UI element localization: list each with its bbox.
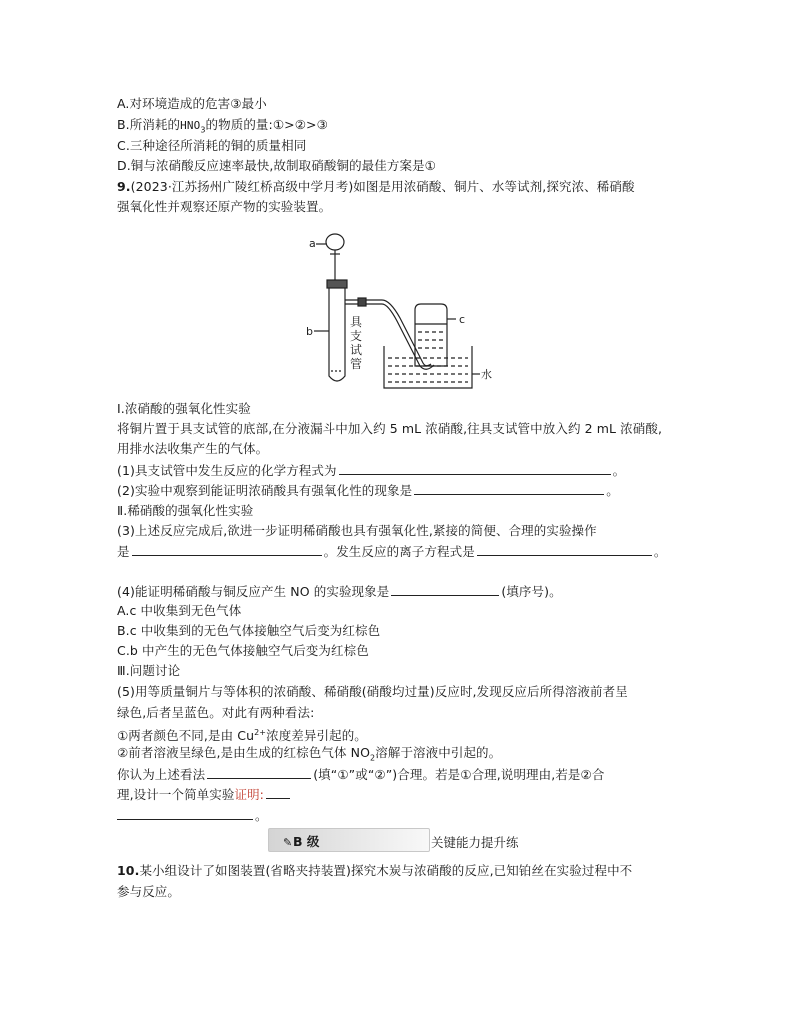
- tube-stopper: [327, 280, 347, 288]
- option-8b-prefix: B.所消耗的: [117, 117, 181, 132]
- section-1-title: Ⅰ.浓硝酸的强氧化性实验: [117, 401, 251, 416]
- answer-blank-5c[interactable]: [117, 807, 253, 820]
- level-badge-label: [283, 832, 319, 850]
- option-9-4b: B.c 中收集到的无色气体接触空气后变为红棕色: [117, 623, 381, 638]
- question-9-5-ask-line2: [117, 786, 292, 803]
- funnel-bulb: [326, 234, 344, 250]
- view-1-prefix: ①两者颜色不同,是由 Cu: [117, 728, 255, 744]
- proof-label: 证明:: [234, 787, 264, 802]
- question-9-1-text: (1)具支试管中发生反应的化学方程式为: [117, 463, 337, 478]
- label-tube-1: 具: [350, 315, 363, 329]
- test-tube: [329, 288, 345, 381]
- question-9-3-mid: 。发生反应的离子方程式是: [323, 544, 475, 559]
- view-1-suffix: 浓度差异引起的。: [266, 728, 367, 744]
- pencil-icon: ✎: [283, 836, 293, 849]
- question-10-stem-text: 某小组设计了如图装置(省略夹持装置)探究木炭与浓硝酸的反应,已知铂丝在实验过程中不: [139, 863, 633, 878]
- label-c: c: [459, 313, 466, 326]
- question-9-4: [117, 583, 562, 600]
- section-3-title: Ⅲ.问题讨论: [117, 663, 181, 678]
- label-b: b: [306, 325, 313, 338]
- option-9-4c: C.b 中产生的无色气体接触空气后变为红棕色: [117, 643, 369, 658]
- question-9-4-suffix: (填序号)。: [501, 584, 562, 599]
- question-9-2-text: (2)实验中观察到能证明浓硝酸具有强氧化性的现象是: [117, 483, 413, 498]
- answer-blank-5a[interactable]: [207, 766, 311, 779]
- option-8a: A.对环境造成的危害③最小: [117, 96, 267, 111]
- question-9-5-ask-prefix: 你认为上述看法: [117, 767, 206, 782]
- question-9-stem-text: (2023·江苏扬州广陵红桥高级中学月考)如图是用浓硝酸、铜片、水等试剂,探究浓、稀硝酸: [130, 179, 635, 194]
- option-8b: [117, 117, 328, 139]
- section-2-title: Ⅱ.稀硝酸的强氧化性实验: [117, 503, 254, 518]
- label-tube-2: 支: [350, 329, 363, 343]
- option-8b-suffix: 的物质的量:①>②>③: [205, 117, 328, 132]
- question-9-5-ask-suffix: (填“①”或“②”)合理。若是①合理,说明理由,若是②合: [313, 767, 605, 782]
- view-1: [117, 725, 367, 744]
- question-10-stem-line2: 参与反应。: [117, 884, 181, 899]
- question-9-5-line2: 绿色,后者呈蓝色。对此有两种看法:: [117, 705, 315, 720]
- label-a: a: [309, 237, 316, 250]
- question-9-1: (1)具支试管中发生反应的化学方程式为 。: [117, 463, 626, 478]
- question-9-5-ask: [117, 766, 604, 783]
- apparatus-figure: [300, 228, 500, 393]
- question-9-stem: [117, 179, 635, 195]
- answer-blank-2[interactable]: [414, 482, 604, 495]
- label-tube-4: 管: [350, 357, 363, 371]
- question-9-stem-line2: 强氧化性并观察还原产物的实验装置。: [117, 199, 332, 214]
- question-10-stem: [117, 863, 632, 879]
- answer-blank-3b[interactable]: [477, 543, 652, 556]
- level-badge-suffix: 关键能力提升练: [431, 835, 519, 850]
- section-1-line1: 将铜片置于具支试管的底部,在分液漏斗中加入约 5 mL 浓硝酸,往具支试管中放入约 2 mL 浓硝酸,: [117, 421, 663, 436]
- hno3-subscript: 3: [200, 125, 206, 135]
- delivery-tube-inner: [382, 304, 434, 369]
- hno3-formula: HNO: [180, 119, 201, 132]
- question-9-2: (2)实验中观察到能证明浓硝酸具有强氧化性的现象是 。: [117, 483, 619, 498]
- question-9-3-line1: (3)上述反应完成后,欲进一步证明稀硝酸也具有强氧化性,紧接的简便、合理的实验操作: [117, 523, 597, 538]
- question-9-3-prefix: 是: [117, 544, 130, 559]
- cu-charge: 2+: [254, 728, 267, 737]
- question-9-3-line2: 是 。发生反应的离子方程式是 。: [117, 544, 667, 559]
- view-2: [117, 745, 501, 767]
- question-10-number: 10.: [117, 863, 140, 878]
- no2-subscript: 2: [370, 753, 376, 763]
- answer-blank-3a[interactable]: [132, 543, 322, 556]
- view-2-suffix: 溶解于溶液中引起的。: [375, 745, 502, 760]
- apparatus-diagram: [300, 228, 500, 393]
- label-tube-3: 试: [350, 343, 363, 357]
- question-9-5-line1: (5)用等质量铜片与等体积的浓硝酸、稀硝酸(硝酸均过量)反应时,发现反应后所得溶液前者呈: [117, 684, 628, 699]
- answer-blank-1[interactable]: [339, 462, 611, 475]
- level-badge-bar: [268, 828, 430, 852]
- option-9-4a: A.c 中收集到无色气体: [117, 603, 242, 618]
- option-8c: C.三种途径所消耗的铜的质量相同: [117, 138, 307, 153]
- option-8d: D.铜与浓硝酸反应速率最快,故制取硝酸铜的最佳方案是①: [117, 158, 436, 173]
- level-badge-text: B 级: [293, 834, 320, 849]
- question-9-5-end: 。: [255, 808, 268, 823]
- view-2-prefix: ②前者溶液呈绿色,是由生成的红棕色气体 NO: [117, 745, 371, 760]
- question-9-number: 9.: [117, 179, 131, 194]
- answer-blank-5b[interactable]: [266, 786, 290, 799]
- section-1-line2: 用排水法收集产生的气体。: [117, 441, 269, 456]
- label-water: 水: [481, 368, 492, 381]
- question-9-5-ask-line3: [117, 807, 268, 824]
- question-9-4-text: (4)能证明稀硝酸与铜反应产生 NO 的实验现象是: [117, 584, 390, 599]
- answer-blank-4[interactable]: [391, 583, 499, 596]
- rubber-joint: [358, 298, 366, 306]
- question-9-5-ask-line2-prefix: 理,设计一个简单实验: [117, 787, 235, 802]
